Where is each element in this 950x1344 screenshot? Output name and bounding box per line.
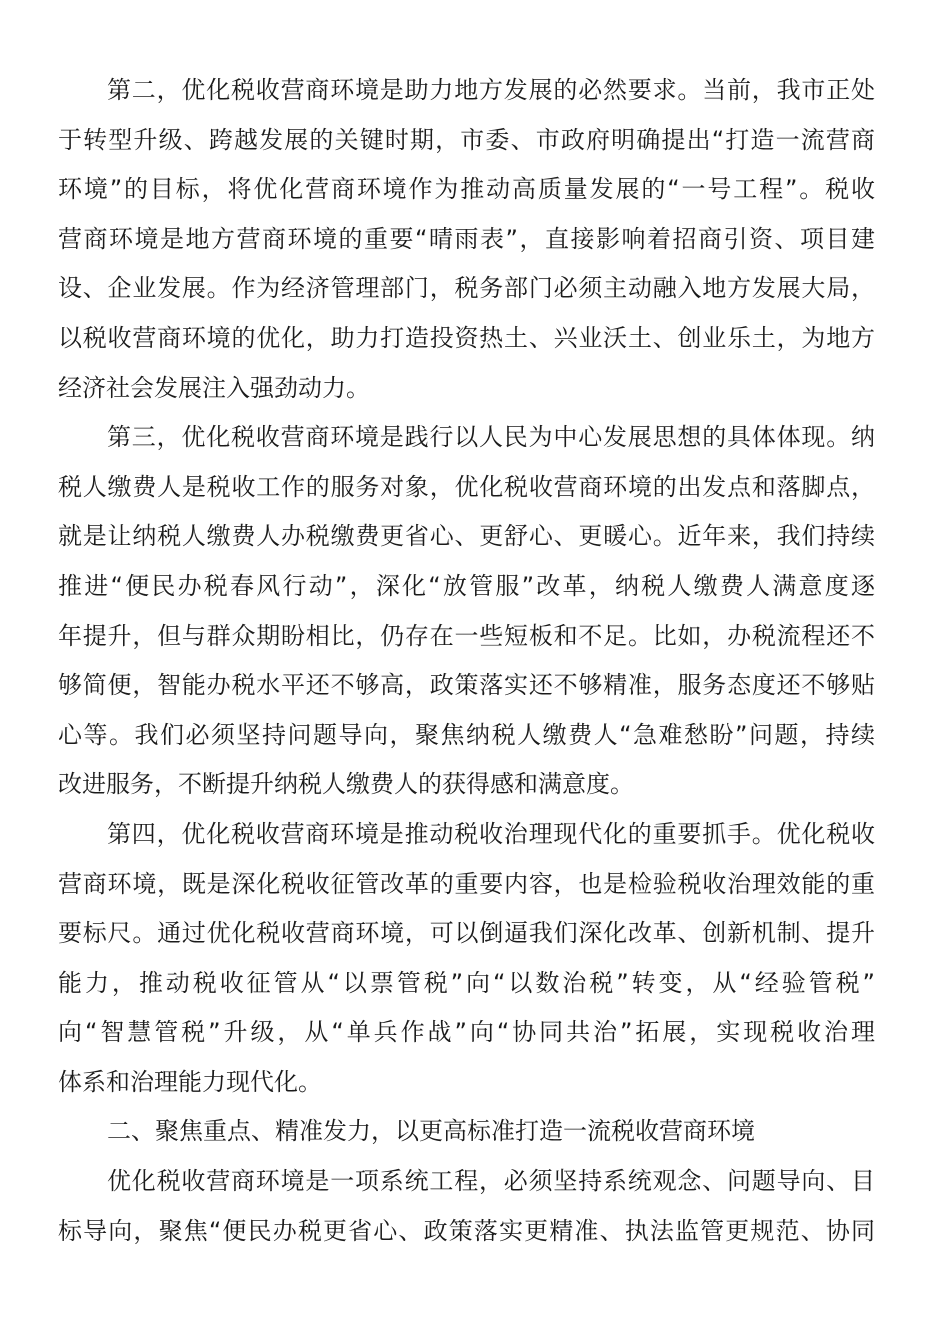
text-line: 心等。我们必须坚持问题导向，聚焦纳税人缴费人“急难愁盼”问题，持续 <box>58 720 875 749</box>
text-line: 于转型升级、跨越发展的关键时期，市委、市政府明确提出“打造一流营商 <box>58 125 875 154</box>
paragraph-final <box>58 1157 875 1256</box>
text-line: 就是让纳税人缴费人办税缴费更省心、更舒心、更暖心。近年来，我们持续 <box>58 522 875 551</box>
text-line: 年提升，但与群众期盼相比，仍存在一些短板和不足。比如，办税流程还不 <box>58 621 875 650</box>
text-line: 营商环境，既是深化税收征管改革的重要内容，也是检验税收治理效能的重 <box>58 869 875 898</box>
text-line: 改进服务，不断提升纳税人缴费人的获得感和满意度。 <box>58 770 634 799</box>
text-line: 税人缴费人是税收工作的服务对象，优化税收营商环境的出发点和落脚点， <box>58 472 875 501</box>
text-line: 以税收营商环境的优化，助力打造投资热土、兴业沃土、创业乐土，为地方 <box>58 323 875 352</box>
text-line: 营商环境是地方营商环境的重要“晴雨表”，直接影响着招商引资、项目建 <box>58 224 875 253</box>
text-line: 第二，优化税收营商环境是助力地方发展的必然要求。当前，我市正处 <box>107 76 875 104</box>
text-line: 优化税收营商环境是一项系统工程，必须坚持系统观念、问题导向、目 <box>107 1167 875 1196</box>
text-line: 能力，推动税收征管从“以票管税”向“以数治税”转变，从“经验管税” <box>58 968 875 997</box>
text-line: 向“智慧管税”升级，从“单兵作战”向“协同共治”拓展，实现税收治理 <box>58 1018 875 1047</box>
paragraph-second <box>58 66 875 413</box>
text-line: 设、企业发展。作为经济管理部门，税务部门必须主动融入地方发展大局， <box>58 274 875 303</box>
text-line: 经济社会发展注入强劲动力。 <box>58 373 370 402</box>
text-line: 环境”的目标，将优化营商环境作为推动高质量发展的“一号工程”。税收 <box>58 175 875 204</box>
text-line: 体系和治理能力现代化。 <box>58 1067 322 1096</box>
text-line: 第四，优化税收营商环境是推动税收治理现代化的重要抓手。优化税收 <box>107 819 875 848</box>
text-line: 够简便，智能办税水平还不够高，政策落实还不够精准，服务态度还不够贴 <box>58 671 875 700</box>
text-line: 要标尺。通过优化税收营商环境，可以倒逼我们深化改革、创新机制、提升 <box>58 919 875 948</box>
document-page <box>58 66 875 1256</box>
paragraph-third <box>58 413 875 810</box>
text-line: 第三，优化税收营商环境是践行以人民为中心发展思想的具体体现。纳 <box>107 423 875 452</box>
section-heading: 二、聚焦重点、精准发力，以更高标准打造一流税收营商环境 <box>107 1117 755 1146</box>
text-line: 推进“便民办税春风行动”，深化“放管服”改革，纳税人缴费人满意度逐 <box>58 571 875 600</box>
text-line: 标导向，聚焦“便民办税更省心、政策落实更精准、执法监管更规范、协同 <box>58 1216 875 1245</box>
paragraph-fourth <box>58 810 875 1108</box>
